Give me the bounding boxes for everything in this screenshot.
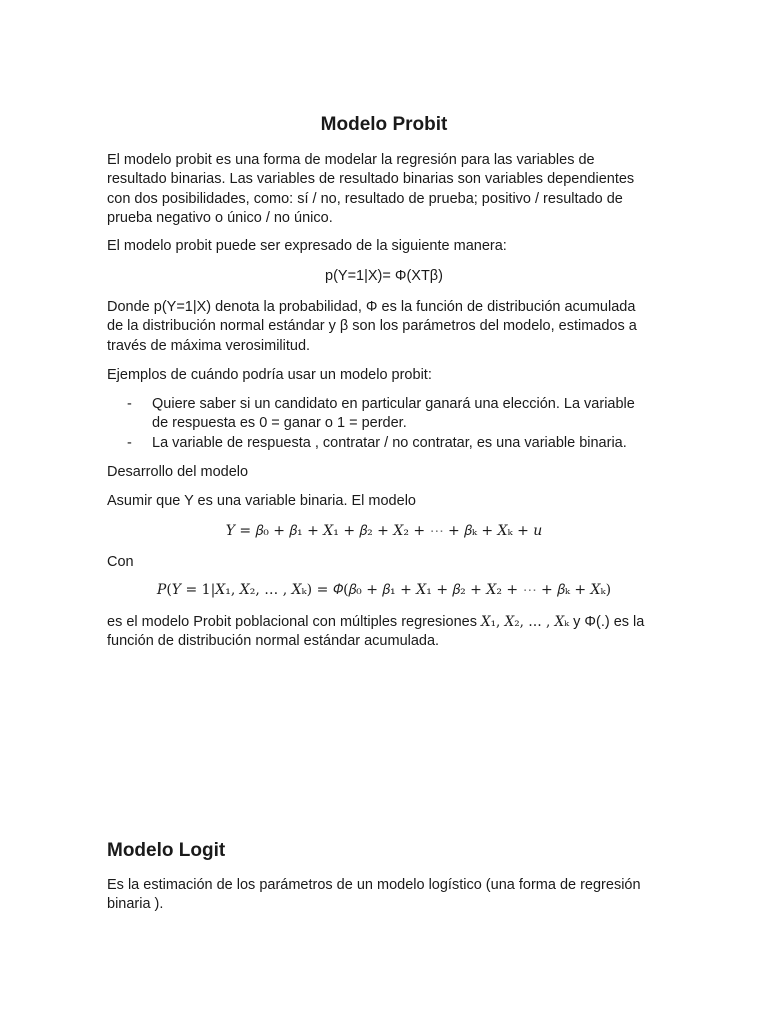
section-title-probit: Modelo Probit: [320, 114, 448, 135]
list-item: [107, 434, 667, 453]
probit-intro-paragraph: [107, 151, 667, 228]
where-paragraph: [107, 298, 667, 356]
assume-text: Asumir que Y es una variable binaria. El modelo: [107, 493, 416, 509]
list-item: [107, 395, 667, 434]
development-heading: Desarrollo del modelo: [107, 464, 249, 480]
text-line: prueba negativo o único / no único.: [107, 209, 333, 226]
text-line: Es la estimación de los parámetros de un modelo logístico (una forma de regresión: [107, 877, 641, 893]
text-line: Donde p(Y=1|X) denota la probabilidad, Φ es la función de distribución acumulada: [107, 299, 636, 315]
examples-intro: Ejemplos de cuándo podría usar un modelo probit:: [107, 367, 432, 383]
text-line: La variable de respuesta , contratar / no contratar, es una variable binaria.: [152, 434, 627, 451]
text-line: Quiere saber si un candidato en particular ganará una elección. La variable: [152, 396, 635, 412]
text-line: binaria ).: [107, 896, 164, 913]
text-line: resultado binarias. Las variables de resultado binarias son variables dependientes: [107, 171, 635, 188]
bullet-dash: -: [127, 396, 132, 412]
text-line: través de máxima verosimilitud.: [107, 337, 311, 354]
text-fragment: es el modelo Probit poblacional con múltiples regresiones: [107, 614, 481, 630]
equation-probit-probability: 𝑃(𝑌 = 1|𝑋₁, 𝑋₂, … , 𝑋ₖ) = 𝛷(𝛽₀ + 𝛽₁ + 𝑋₁ + 𝛽₂ + 𝑋₂ + ⋯ + 𝛽ₖ + 𝑋ₖ): [156, 582, 612, 598]
bullet-dash: -: [127, 434, 132, 451]
text-line: de respuesta es 0 = ganar o 1 = perder.: [152, 415, 407, 432]
equation-linear-model: 𝑌 = 𝛽₀ + 𝛽₁ + 𝑋₁ + 𝛽₂ + 𝑋₂ + ⋯ + 𝛽ₖ + 𝑋ₖ + 𝑢: [225, 523, 543, 539]
text-line: función de distribución normal estándar acumulada.: [107, 633, 440, 650]
section-title-logit: Modelo Logit: [107, 840, 226, 861]
text-line: con dos posibilidades, como: sí / no, resultado de prueba; positivo / resultado de: [107, 190, 623, 207]
text-fragment: y Φ(.) es la: [569, 614, 645, 630]
closing-paragraph: [107, 613, 667, 652]
examples-list: [107, 395, 667, 453]
text-line: de la distribución normal estándar y β son los parámetros del modelo, estimados a: [107, 318, 637, 335]
logit-intro-paragraph: [107, 876, 667, 915]
text-line: El modelo probit es una forma de modelar la regresión para las variables de: [107, 152, 595, 168]
expression-intro: El modelo probit puede ser expresado de la siguiente manera:: [107, 238, 507, 254]
probit-formula: p(Y=1|X)= Φ(XTβ): [325, 268, 443, 284]
con-label: Con: [107, 554, 134, 570]
inline-math: 𝑋₁, 𝑋₂, … , 𝑋ₖ: [480, 614, 570, 630]
